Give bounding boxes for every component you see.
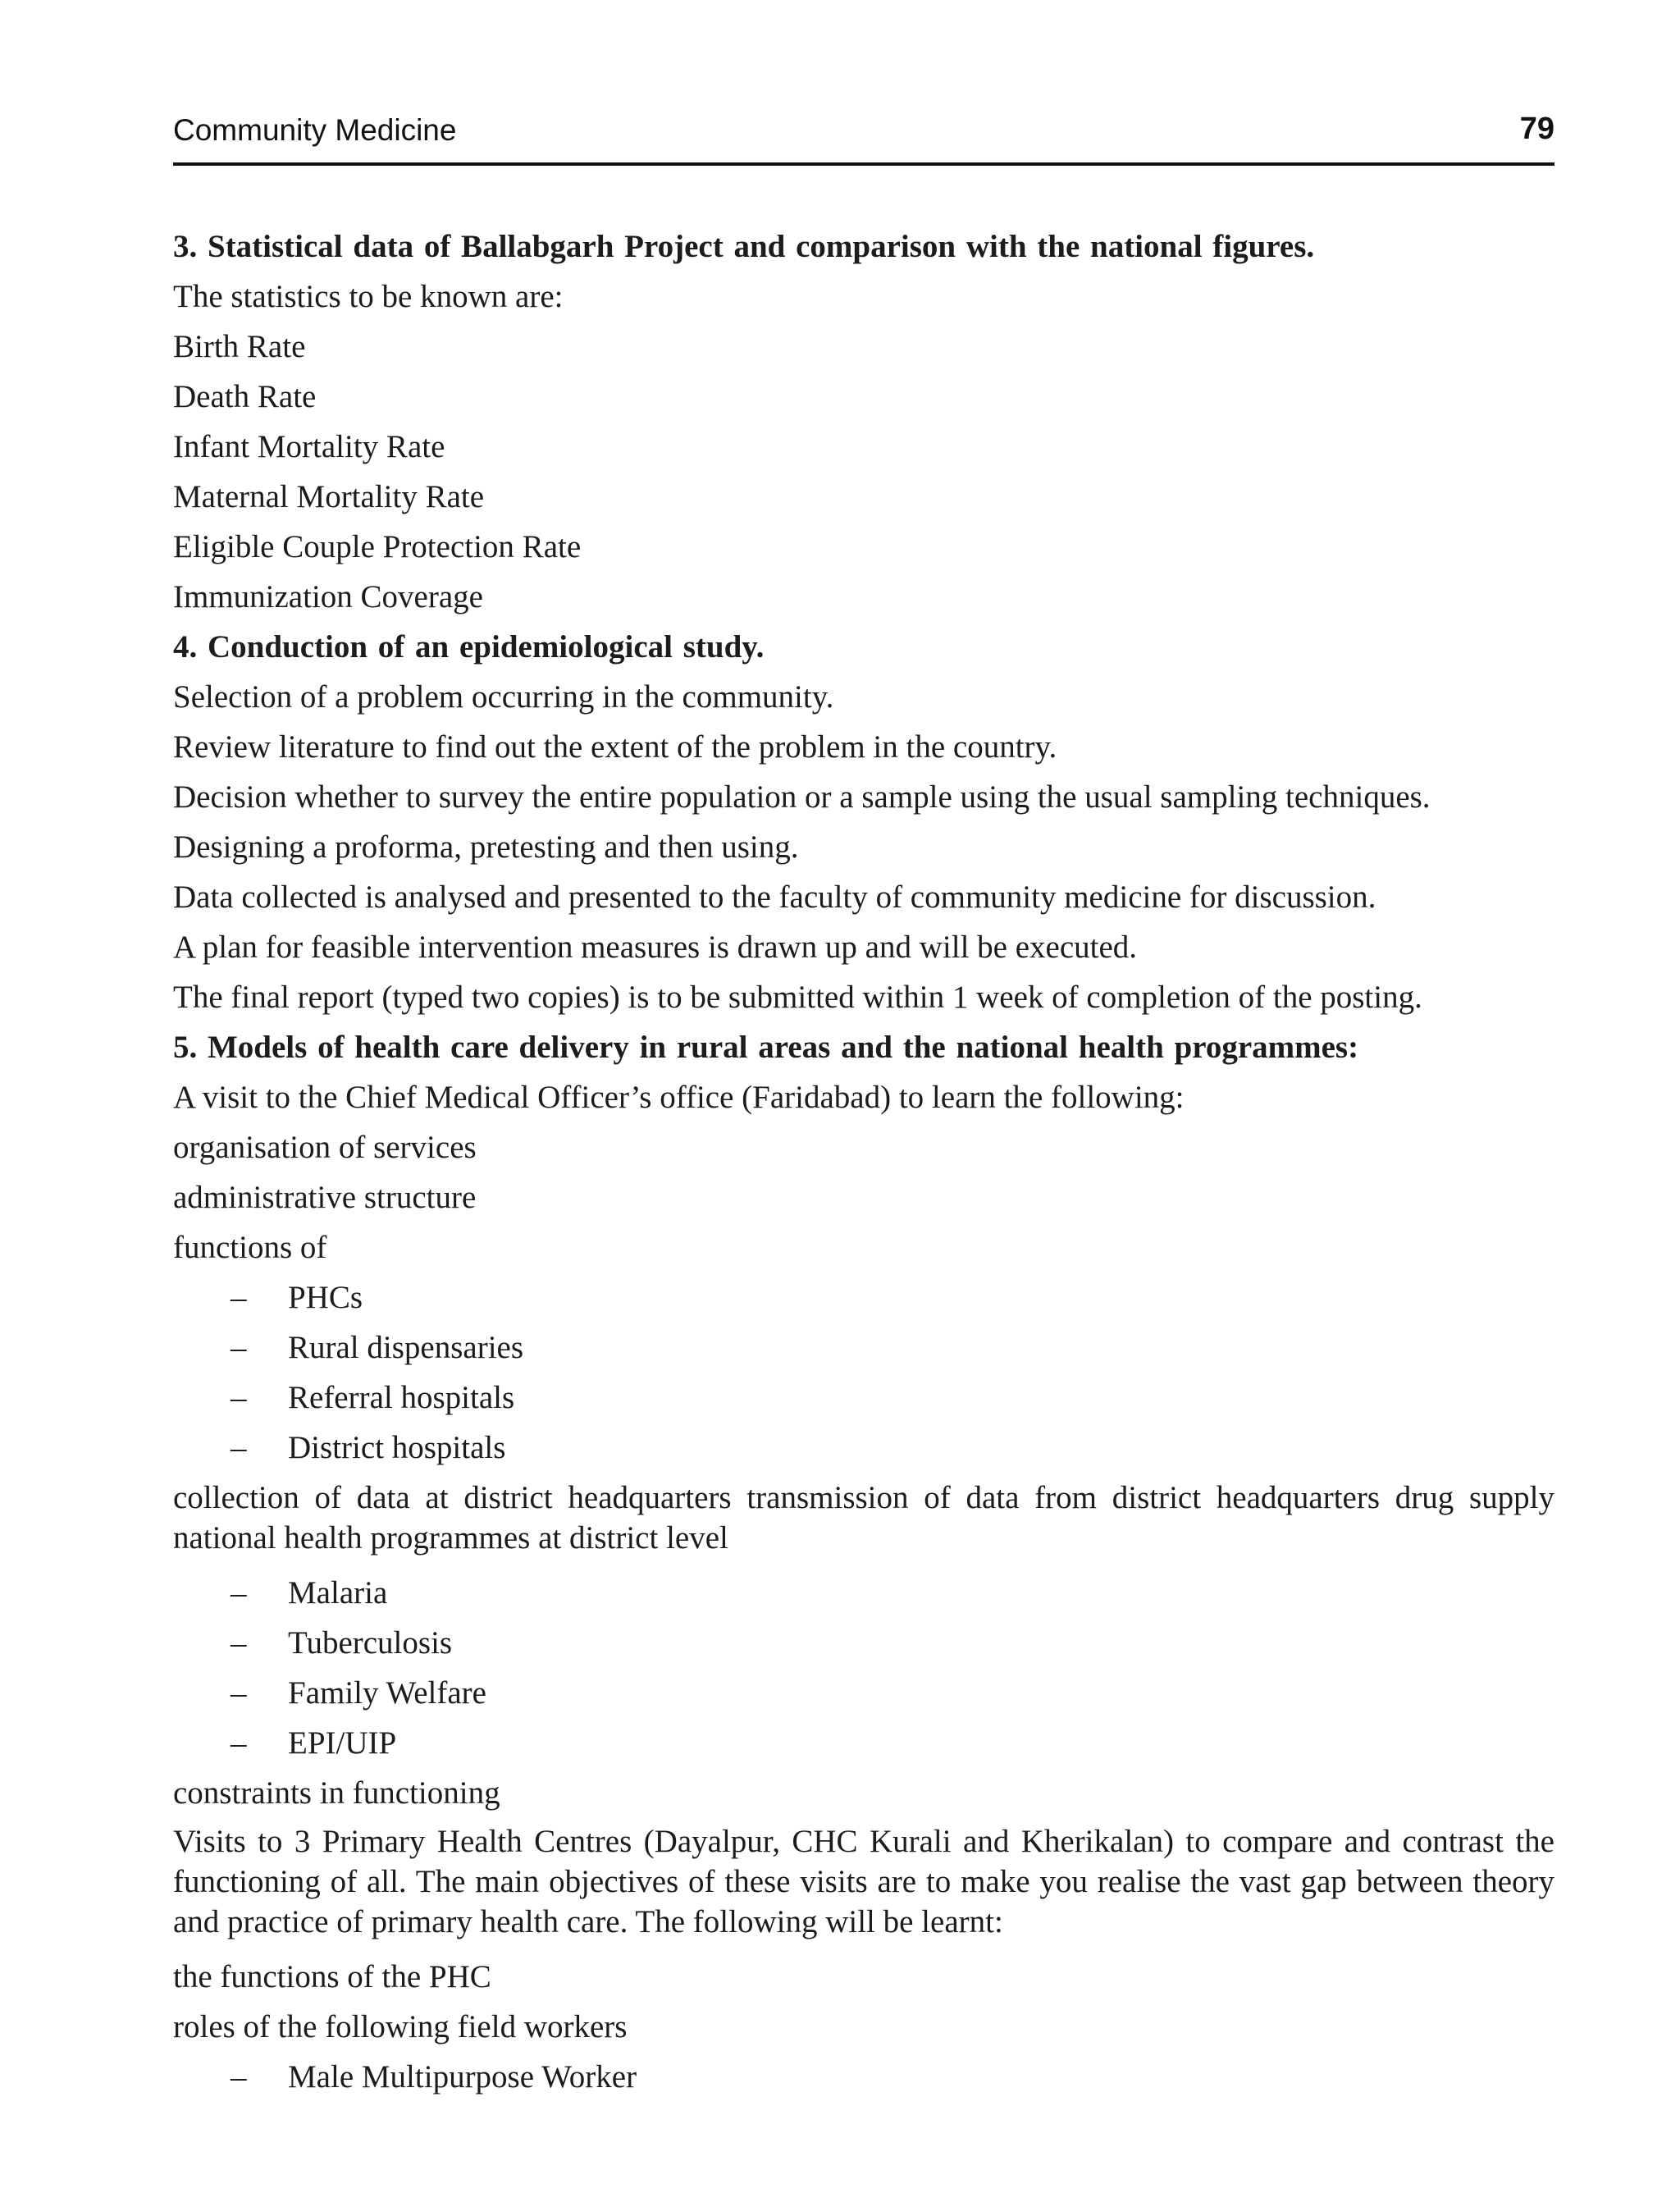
running-header-title: Community Medicine	[173, 113, 457, 147]
dash-bullet: –	[231, 1380, 247, 1415]
list-item: Review literature to find out the extent of the problem in the country.	[173, 729, 1057, 765]
dash-list-item	[173, 1718, 1554, 1768]
dash-bullet: –	[231, 1575, 247, 1610]
dash-item-text: District hospitals	[288, 1430, 506, 1465]
dash-list-item	[173, 2052, 1554, 2102]
list-item: Data collected is analysed and presented to the faculty of community medicine for discussion.	[173, 879, 1376, 915]
list-item: Death Rate	[173, 379, 317, 414]
page-number: 79	[1519, 112, 1554, 146]
running-header	[173, 107, 1554, 166]
dash-list-item	[173, 1568, 1554, 1618]
dash-bullet: –	[231, 1625, 247, 1661]
list-item: Immunization Coverage	[173, 579, 483, 614]
dash-item-text: Malaria	[288, 1575, 388, 1610]
dash-item-text: Rural dispensaries	[288, 1330, 524, 1365]
paragraph: The statistics to be known are:	[173, 279, 564, 314]
list-item: A plan for feasible intervention measures is drawn up and will be executed.	[173, 930, 1138, 965]
dash-item-text: EPI/UIP	[288, 1725, 397, 1761]
dash-list-item	[173, 1373, 1554, 1423]
content	[173, 222, 1554, 2102]
dash-item-text: PHCs	[288, 1280, 363, 1315]
list-item: organisation of services	[173, 1130, 477, 1165]
dash-bullet: –	[231, 1280, 247, 1315]
section-heading-3: 3. Statistical data of Ballabgarh Project and comparison with the national figures.	[173, 229, 1315, 264]
section-heading-4: 4. Conduction of an epidemiological study.	[173, 629, 765, 665]
list-item: administrative structure	[173, 1180, 477, 1215]
dash-bullet: –	[231, 1725, 247, 1761]
dash-item-text: Tuberculosis	[288, 1625, 453, 1661]
dash-list-item	[173, 1618, 1554, 1668]
list-item: The final report (typed two copies) is to be submitted within 1 week of completion of the posting.	[173, 980, 1422, 1015]
list-item: Designing a proforma, pretesting and then using.	[173, 829, 799, 865]
list-item: Maternal Mortality Rate	[173, 479, 485, 514]
dash-bullet: –	[231, 1675, 247, 1711]
list-item: Selection of a problem occurring in the community.	[173, 679, 834, 715]
list-item: Birth Rate	[173, 329, 306, 364]
list-item: roles of the following field workers	[173, 2009, 628, 2044]
list-item: Decision whether to survey the entire population or a sample using the usual sampling techniques.	[173, 779, 1431, 815]
list-item: Eligible Couple Protection Rate	[173, 529, 582, 564]
list-item: the functions of the PHC	[173, 1959, 491, 1994]
dash-list-item	[173, 1668, 1554, 1718]
dash-item-text: Male Multipurpose Worker	[288, 2059, 637, 2095]
dash-list-item	[173, 1272, 1554, 1323]
dash-list-item	[173, 1423, 1554, 1473]
list-item: Infant Mortality Rate	[173, 429, 445, 464]
dash-bullet: –	[231, 1430, 247, 1465]
list-item: constraints in functioning	[173, 1775, 500, 1811]
paragraph: Visits to 3 Primary Health Centres (Dayalpur, CHC Kurali and Kherikalan) to compare and contrast the functioning of all. The main objectives of these visits are to make you realise the vast gap between theory and practice of primary health care. The following will be learnt:	[173, 1824, 1554, 1939]
dash-list-item	[173, 1323, 1554, 1373]
paragraph: collection of data at district headquarters transmission of data from district headquarters drug supply national health programmes at district level	[173, 1480, 1554, 1556]
dash-item-text: Family Welfare	[288, 1675, 486, 1711]
paragraph: A visit to the Chief Medical Officer’s office (Faridabad) to learn the following:	[173, 1080, 1185, 1115]
dash-bullet: –	[231, 2059, 247, 2095]
dash-item-text: Referral hospitals	[288, 1380, 515, 1415]
section-heading-5: 5. Models of health care delivery in rural areas and the national health programmes:	[173, 1030, 1359, 1065]
dash-bullet: –	[231, 1330, 247, 1365]
list-item: functions of	[173, 1230, 327, 1265]
